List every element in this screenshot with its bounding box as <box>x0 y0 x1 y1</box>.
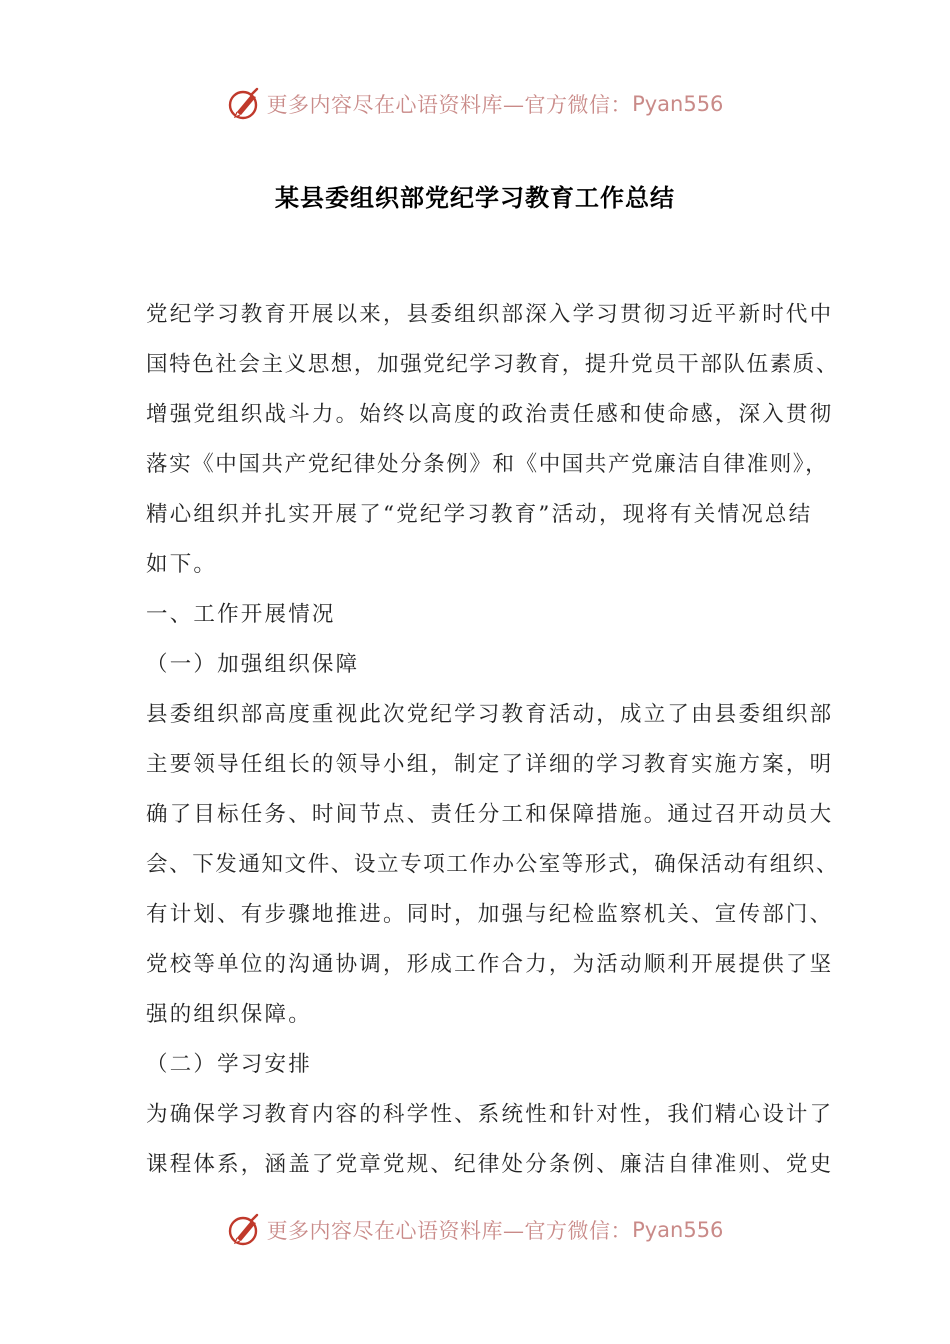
text-line: 为确保学习教育内容的科学性、系统性和针对性，我们精心设计了 <box>146 1102 834 1127</box>
pen-logo-icon <box>227 1212 263 1248</box>
text-line: 确了目标任务、时间节点、责任分工和保障措施。通过召开动员大 <box>146 802 834 827</box>
pen-logo-icon <box>227 86 263 122</box>
text-line: 党纪学习教育开展以来，县委组织部深入学习贯彻习近平新时代中 <box>146 302 834 327</box>
text-line: 县委组织部高度重视此次党纪学习教育活动，成立了由县委组织部 <box>146 702 834 727</box>
banner-wechat-id: Pyan556 <box>632 1218 724 1242</box>
document-title: 某县委组织部党纪学习教育工作总结 <box>275 184 675 212</box>
text-line: 党校等单位的沟通协调，形成工作合力，为活动顺利开展提供了坚 <box>146 952 834 977</box>
footer-watermark-banner <box>0 1208 950 1252</box>
text-line: 国特色社会主义思想，加强党纪学习教育，提升党员干部队伍素质、 <box>146 352 840 377</box>
text-line: 如下。 <box>146 552 218 577</box>
section-heading: 一、工作开展情况 <box>146 602 336 627</box>
text-line: 精心组织并扎实开展了“党纪学习教育”活动，现将有关情况总结 <box>146 502 813 527</box>
text-line: 有计划、有步骤地推进。同时，加强与纪检监察机关、宣传部门、 <box>146 902 834 927</box>
subsection-heading: （二）学习安排 <box>146 1052 312 1077</box>
text-line: 主要领导任组长的领导小组，制定了详细的学习教育实施方案，明 <box>146 752 834 777</box>
header-watermark-banner <box>0 82 950 126</box>
subsection-heading: （一）加强组织保障 <box>146 652 360 677</box>
text-line: 强的组织保障。 <box>146 1002 312 1027</box>
text-line: 增强党组织战斗力。始终以高度的政治责任感和使命感，深入贯彻 <box>146 402 834 427</box>
text-line: 会、下发通知文件、设立专项工作办公室等形式，确保活动有组织、 <box>146 852 840 877</box>
banner-text: 更多内容尽在心语资料库—官方微信： <box>266 1219 633 1243</box>
document-body <box>146 290 840 1190</box>
banner-wechat-id: Pyan556 <box>632 92 724 116</box>
text-line: 落实《中国共产党纪律处分条例》和《中国共产党廉洁自律准则》， <box>146 452 829 477</box>
text-line: 课程体系，涵盖了党章党规、纪律处分条例、廉洁自律准则、党史 <box>146 1152 834 1177</box>
banner-text: 更多内容尽在心语资料库—官方微信： <box>266 93 633 117</box>
